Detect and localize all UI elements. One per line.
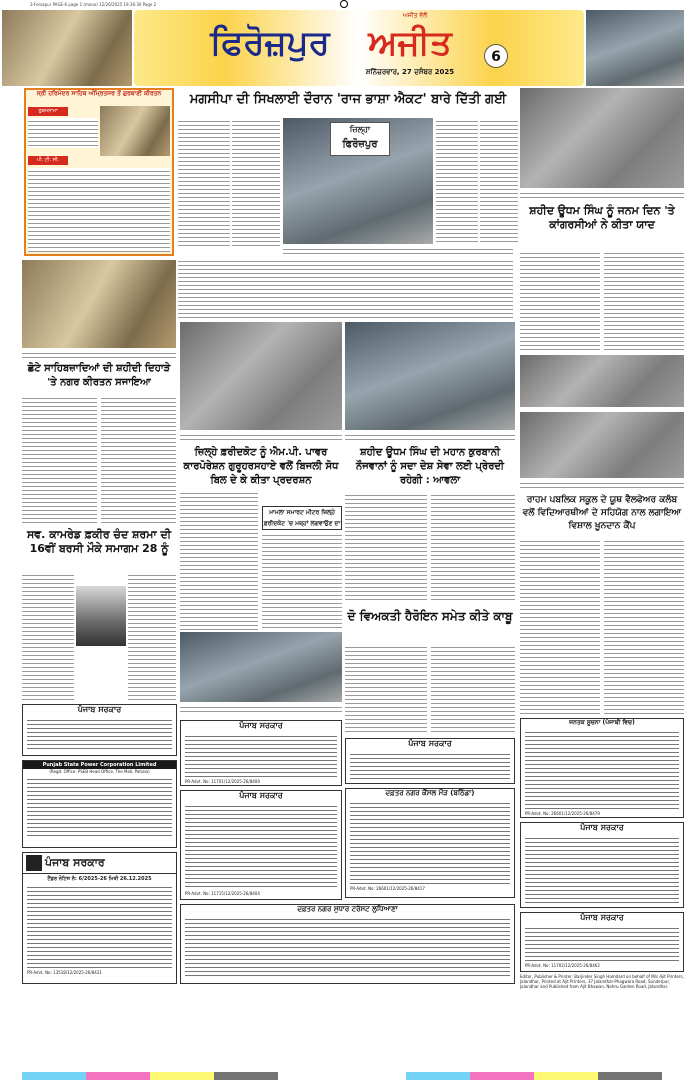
sarkar-ad-middle-1-body <box>185 733 337 777</box>
barsi-portrait <box>76 586 126 646</box>
heroin-story-col1 <box>345 644 427 734</box>
pspcl-title: Punjab State Power Corporation Limited <box>23 761 176 769</box>
protest-photo-1 <box>180 322 342 430</box>
heroin-story-col2 <box>431 644 515 734</box>
masthead-title-right: ਅਜੀਤ <box>368 23 452 63</box>
masthead-tagline: ਅਜੀਤ ਵੱਲੋਂ <box>402 12 428 19</box>
print-info: 3-Ferozpur PAGE-6 page 1 (mono) 12/26/2025 19:36:30 Page 2 <box>30 2 157 7</box>
punjab-govt-ad-header <box>23 853 176 874</box>
protest-headline: ਜ਼ਿਲ੍ਹੇ ਫ਼ਰੀਦਕੋਟ ਨੂੰ ਐਮ.ਪੀ. ਪਾਵਰ ਕਾਰਪੋਰੇਸ਼ਨ ਗੁਰੂਹਰਸਹਾਏ ਵਲੋਂ ਬਿਜਲੀ ਸੋਧ ਬਿਲ ਦੇ ਕੇ ਕੀਤਾ ਪ੍ਰਦਰਸ਼ਨ <box>183 447 339 486</box>
udham-story-col2 <box>604 250 684 350</box>
rahm-school-story-col2 <box>604 538 684 714</box>
rahm-school-headline: ਰਾਹਮ ਪਬਲਿਕ ਸਕੂਲ ਦੇ ਯੂਥ ਵੈਲਫੇਅਰ ਕਲੱਬ ਵਲੋਂ ਵਿਦਿਆਰਥੀਆਂ ਦੇ ਸਹਿਯੋਗ ਨਾਲ ਲਗਾਇਆ ਵਿਸ਼ਾਲ ਖ਼ੂਨਦਾਨ ਕੈਂਪ <box>522 495 682 531</box>
right-sarkar-ad-title: ਪੰਜਾਬ ਸਰਕਾਰ <box>580 823 624 832</box>
udham-story <box>520 250 600 350</box>
color-bar <box>22 1072 662 1080</box>
gurbani-ad-text1 <box>28 118 98 148</box>
meeting-banner <box>330 122 390 156</box>
main-headline: ਮਗਸੀਪਾ ਦੀ ਸਿਖਲਾਈ ਦੌਰਾਨ 'ਰਾਜ ਭਾਸ਼ਾ ਐਕਟ' ਬਾਰੇ ਦਿੱਤੀ ਗਈ <box>189 92 507 107</box>
smart-meter-box <box>262 506 342 530</box>
sarkar-ad-middle-3 <box>180 790 342 900</box>
rahm-school-story-col1 <box>520 538 600 714</box>
nagar-kirtan-headline: ਛੋਟੇ ਸਾਹਿਬਜ਼ਾਦਿਆਂ ਦੀ ਸ਼ਹੀਦੀ ਦਿਹਾੜੇ 'ਤੇ ਨਗਰ ਕੀਰਤਨ ਸਜਾਇਆ <box>27 363 171 388</box>
right-sarkar-ad-2-body <box>525 925 679 961</box>
udham-awla-headline: ਸ਼ਹੀਦ ਊਧਮ ਸਿੰਘ ਦੀ ਮਹਾਨ ਕੁਰਬਾਨੀ ਨੌਜਵਾਨਾਂ ਨੂੰ ਸਦਾ ਦੇਸ਼ ਸੇਵਾ ਲਈ ਪ੍ਰੇਰਦੀ ਰਹੇਗੀ : ਆਵਲਾ <box>355 447 505 486</box>
gurbani-ad-label2: ਪੀ. ਟੀ. ਸੀ. <box>28 156 68 165</box>
pr-advt-6: PR-Advt. No: 11702/12/2025-26/8462 <box>525 963 600 968</box>
punjab-govt-ad-body <box>27 884 172 968</box>
barsi-story-col1 <box>22 572 74 700</box>
registration-mark-top <box>340 0 348 8</box>
emblem-icon <box>26 855 42 871</box>
masthead-photo-right <box>586 10 684 86</box>
smart-meter-text: ਫ਼ਰੀਦਕੋਟ 'ਚ ਮਜ਼੍ਹਾਂ ਲਗਵਾਉਣ ਦਾ <box>263 520 341 527</box>
protest-photo-2 <box>180 632 342 702</box>
meeting-story-col3 <box>436 118 478 244</box>
protest-story-col1 <box>180 490 258 630</box>
punjab-govt-ad-left <box>22 852 177 984</box>
masthead-title-left: ਫਿਰੋਜ਼ਪੁਰ <box>210 23 330 63</box>
page-number-badge: 6 <box>484 44 508 68</box>
sarkar-ad-middle-2 <box>345 738 515 784</box>
smart-meter-title: ਮਾਮਲਾ ਸਮਾਰਟ ਮੀਟਰ ਜ਼ਿਲ੍ਹੇ <box>269 509 335 516</box>
sarkar-ad-left <box>22 704 177 756</box>
gurbani-ad-title: ਸ੍ਰੀ ਹਰਿਮੰਦਰ ਸਾਹਿਬ ਅੰਮ੍ਰਿਤਸਰ ਤੋਂ ਗੁਰਬਾਣੀ ਕੀਰਤਨ <box>36 90 162 97</box>
pspcl-body <box>27 776 172 836</box>
protest-photo-1-caption <box>180 432 342 442</box>
blood-camp-photo <box>520 412 684 478</box>
nagar-kirtan-story-col2 <box>101 395 176 523</box>
udham-photo-caption <box>520 190 684 200</box>
meeting-caption <box>283 246 513 256</box>
nagar-kirtan-story-col1 <box>22 395 97 523</box>
meeting-story-col4 <box>480 118 518 244</box>
udham-awla-story-col2 <box>431 492 515 602</box>
masthead-photo-left <box>2 10 132 86</box>
meeting-banner-line2: ਫਿਰੋਜ਼ਪੁਰ <box>342 139 378 150</box>
jansehat-ad <box>520 718 684 818</box>
sarkar-ad-left-body <box>27 717 172 749</box>
nagar-sudhar-title: ਦਫ਼ਤਰ ਨਗਰ ਸੁਧਾਰ ਟਰੱਸਟ ਲੁਧਿਆਣਾ <box>297 905 398 913</box>
pspcl-sub: (Regd. Office: PSEB Head Office, The Mall, Patiala) <box>49 769 150 774</box>
pr-advt-4: PR-Advt. No: 11715/12/2025-26/8404 <box>185 891 260 896</box>
sarkar-ad-middle-1-title: ਪੰਜਾਬ ਸਰਕਾਰ <box>239 721 283 730</box>
nagar-council-ad <box>345 788 515 898</box>
pspcl-ad <box>22 760 177 848</box>
pr-advt-1: PR-Advt. No: 13518/12/2025-26/8431 <box>27 970 102 975</box>
right-sarkar-ad-2-title: ਪੰਜਾਬ ਸਰਕਾਰ <box>580 913 624 922</box>
nagar-sudhar-ad <box>180 904 515 984</box>
sarkar-ad-middle-2-body <box>350 751 510 781</box>
footer-imprint: Editor, Publisher & Printer: Barjinder Singh Hamdard on behalf of M/s Ajit Printers, Jalandhar, Printed at Ajit Printers, 37 Jalandhar-Phagwara Road, Sunderpur, Jalandhar and Published from Ajit Bhawan, Nehru Garden Road, Jalandhar. <box>520 974 684 989</box>
gurbani-ad-text2 <box>28 168 170 252</box>
meeting-story-col2 <box>232 118 280 248</box>
udham-congress-photo <box>520 88 684 188</box>
pr-advt-5: PR-Advt. No: 26601/12/2025-26/8479 <box>525 811 600 816</box>
meeting-story-col1 <box>178 118 230 248</box>
udham-tribute-caption <box>345 432 515 442</box>
udham-headline: ਸ਼ਹੀਦ ਊਧਮ ਸਿੰਘ ਨੂੰ ਜਨਮ ਦਿਨ 'ਤੇ ਕਾਂਗਰਸੀਆਂ ਨੇ ਕੀਤਾ ਯਾਦ <box>529 204 675 231</box>
heroin-headline: ਦੋ ਵਿਅਕਤੀ ਹੈਰੋਇਨ ਸਮੇਤ ਕੀਤੇ ਕਾਬੂ <box>347 609 513 623</box>
right-sarkar-ad-2 <box>520 912 684 972</box>
sarkar-ad-middle-3-title: ਪੰਜਾਬ ਸਰਕਾਰ <box>239 791 283 800</box>
pr-advt-2: PR-Advt. No: 11701/12/2025-26/8409 <box>185 779 260 784</box>
nagar-kirtan-photo <box>22 260 176 348</box>
protest-photo-2-caption <box>180 704 342 714</box>
meeting-story-bottom <box>178 258 513 320</box>
punjab-govt-ad-title: ਪੰਜਾਬ ਸਰਕਾਰ <box>45 856 105 869</box>
pr-advt-3: PR-Advt. No: 26601/12/2025-26/8417 <box>350 886 425 891</box>
right-sarkar-ad-body <box>525 835 679 903</box>
udham-awla-story-col1 <box>345 492 427 602</box>
jansehat-body <box>525 729 679 809</box>
udham-inset-photo <box>520 355 684 407</box>
masthead-date: ਸ਼ਨਿੱਚਰਵਾਰ, 27 ਦਸੰਬਰ 2025 <box>365 68 455 76</box>
meeting-banner-line1: ਜ਼ਿਲ੍ਹਾ <box>349 125 371 134</box>
sarkar-ad-middle-1 <box>180 720 342 786</box>
udham-tribute-photo <box>345 322 515 430</box>
sarkar-ad-middle-3-body <box>185 803 337 889</box>
barsi-headline: ਸਵ. ਕਾਮਰੇਡ ਫ਼ਕੀਰ ਚੰਦ ਸ਼ਰਮਾ ਦੀ 16ਵੀਂ ਬਰਸੀ ਮੌਕੇ ਸਮਾਗਮ 28 ਨੂੰ <box>26 528 172 555</box>
nagar-council-body <box>350 800 510 884</box>
barsi-story-col2 <box>128 572 176 700</box>
nagar-council-title: ਦਫ਼ਤਰ ਨਗਰ ਕੌਂਸਲ ਮੌੜ (ਬਠਿੰਡਾ) <box>385 789 475 797</box>
nagar-sudhar-body <box>185 916 510 978</box>
sarkar-ad-left-title: ਪੰਜਾਬ ਸਰਕਾਰ <box>77 705 122 714</box>
gurbani-ad-label1: ਹੁਕਮਨਾਮਾ <box>28 107 68 116</box>
nagar-kirtan-caption <box>22 350 176 360</box>
right-sarkar-ad <box>520 822 684 908</box>
protest-story-col2 <box>262 532 342 630</box>
punjab-govt-tender: ਟੈਂਡਰ ਨੋਟਿਸ ਨੰ: 6/2025-26 ਮਿਤੀ 26.12.2025 <box>47 876 152 882</box>
blood-camp-caption <box>520 480 684 490</box>
sarkar-ad-middle-2-title: ਪੰਜਾਬ ਸਰਕਾਰ <box>408 739 452 748</box>
jansehat-title: ਜਨਤਕ ਸੂਚਨਾ (ਪੰਜਾਬੀ ਵਿਚ) <box>569 719 635 726</box>
golden-temple-photo <box>100 106 170 156</box>
